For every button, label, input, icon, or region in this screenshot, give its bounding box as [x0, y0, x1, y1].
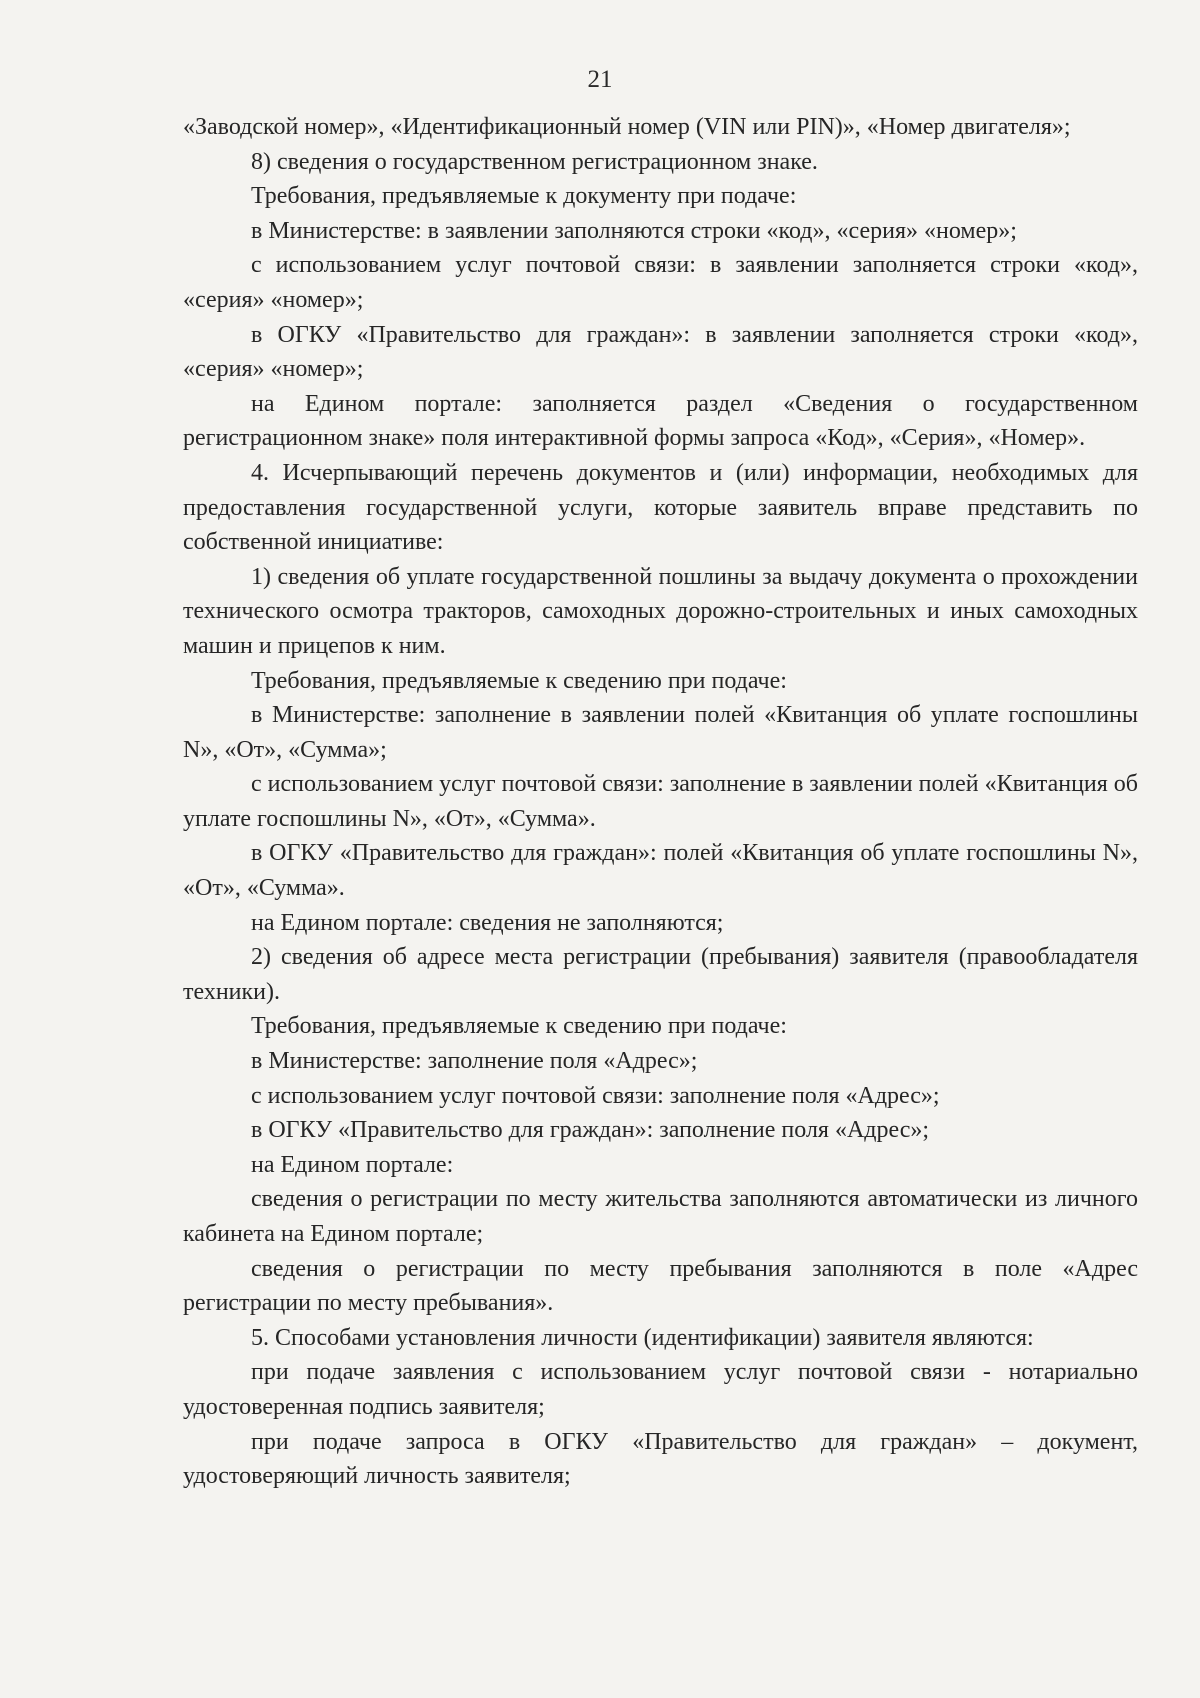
- paragraph: «Заводской номер», «Идентификационный номер (VIN или PIN)», «Номер двигателя»;: [183, 114, 1071, 140]
- paragraph: в ОГКУ «Правительство для граждан»: в заявлении заполняется строки «код», «серия» «номер»;: [183, 321, 1138, 383]
- paragraph: на Едином портале:: [251, 1151, 454, 1178]
- paragraph: 8) сведения о государственном регистрационном знаке.: [251, 148, 818, 175]
- paragraph: при подаче запроса в ОГКУ «Правительство для граждан» – документ, удостоверяющий личность заявителя;: [183, 1428, 1138, 1490]
- paragraph: в Министерстве: заполнение в заявлении полей «Квитанция об уплате госпошлины N», «От», «Сумма»;: [183, 702, 1138, 763]
- page-number: 21: [587, 66, 613, 93]
- paragraph: на Едином портале: заполняется раздел «Сведения о государственном регистрационном знаке» поля интерактивной формы запроса «Код», «Серия», «Номер».: [183, 390, 1138, 452]
- paragraph: Требования, предъявляемые к сведению при подаче:: [251, 667, 787, 694]
- paragraph: 1) сведения об уплате государственной пошлины за выдачу документа о прохождении технического осмотра тракторов, самоходных дорожно-строительных и иных самоходных машин и прицепов к ним.: [183, 563, 1138, 659]
- paragraph: на Едином портале: сведения не заполняются;: [251, 909, 724, 936]
- paragraph: в Министерстве: заполнение поля «Адрес»;: [251, 1048, 698, 1075]
- paragraph: 4. Исчерпывающий перечень документов и (или) информации, необходимых для предоставления государственной услуги, которые заявитель вправе представить по собственной инициативе:: [183, 459, 1138, 556]
- paragraph: при подаче заявления с использованием услуг почтовой связи - нотариально удостоверенная подпись заявителя;: [183, 1359, 1138, 1420]
- paragraph: Требования, предъявляемые к документу при подаче:: [251, 183, 797, 210]
- paragraph: с использованием услуг почтовой связи: в заявлении заполняется строки «код», «серия» «номер»;: [183, 252, 1138, 313]
- paragraph: с использованием услуг почтовой связи: заполнение поля «Адрес»;: [251, 1082, 940, 1109]
- paragraph: в Министерстве: в заявлении заполняются строки «код», «серия» «номер»;: [251, 217, 1017, 244]
- paragraph: с использованием услуг почтовой связи: заполнение в заявлении полей «Квитанция об уплате госпошлины N», «От», «Сумма».: [183, 771, 1139, 832]
- paragraph: в ОГКУ «Правительство для граждан»: заполнение поля «Адрес»;: [251, 1117, 930, 1144]
- paragraph: Требования, предъявляемые к сведению при подаче:: [251, 1013, 787, 1040]
- paragraph: 2) сведения об адресе места регистрации (пребывания) заявителя (правообладателя техники).: [183, 944, 1138, 1005]
- paragraph: 5. Способами установления личности (идентификации) заявителя являются:: [251, 1324, 1034, 1351]
- paragraph: в ОГКУ «Правительство для граждан»: полей «Квитанция об уплате госпошлины N», «От», «Сумма».: [183, 840, 1138, 902]
- document-body: [183, 110, 1138, 1494]
- paragraph: сведения о регистрации по месту жительства заполняются автоматически из личного кабинета на Едином портале;: [183, 1186, 1138, 1247]
- paragraph: сведения о регистрации по месту пребывания заполняются в поле «Адрес регистрации по месту пребывания».: [183, 1255, 1138, 1317]
